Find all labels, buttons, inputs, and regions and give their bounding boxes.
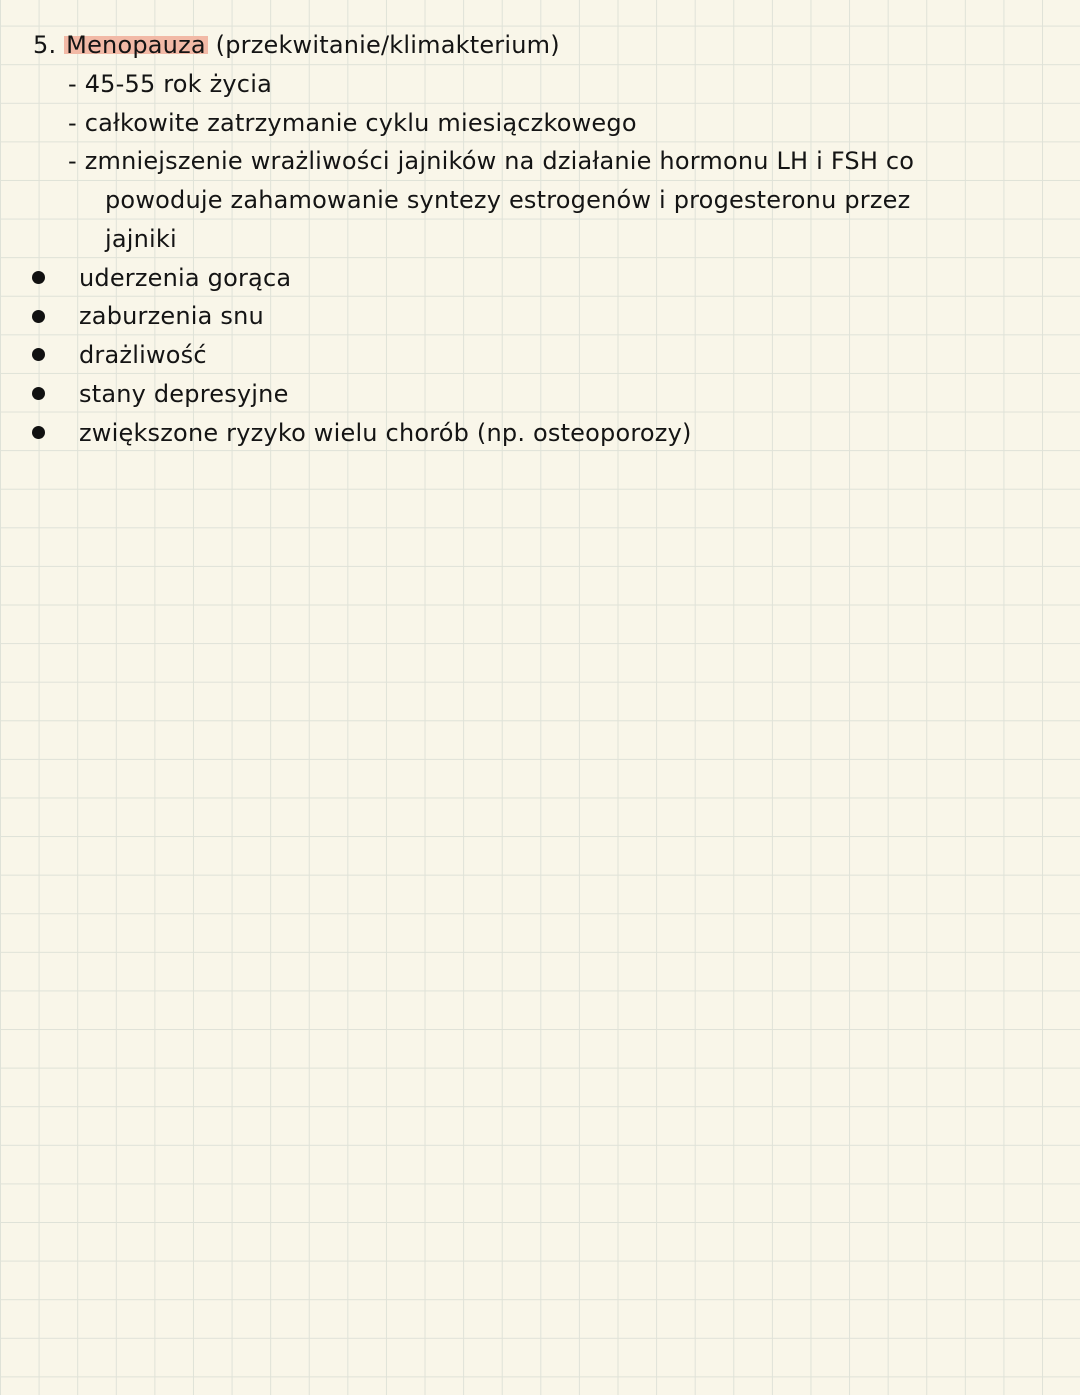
heading-number: 5. [33, 31, 57, 59]
bullet-dot-icon [32, 387, 45, 400]
bullet-dot-icon [32, 426, 45, 439]
section-heading [33, 26, 560, 64]
dash-item: - 45-55 rok życia [68, 70, 272, 98]
dash-item-continuation: powoduje zahamowanie syntezy estrogenów i progesteronu przez [105, 186, 911, 214]
bullet-dot-icon [32, 271, 45, 284]
heading-rest: (przekwitanie/klimakterium) [215, 31, 560, 59]
bullet-item: drażliwość [79, 341, 207, 369]
dash-item: - całkowite zatrzymanie cyklu miesiączkowego [68, 109, 637, 137]
bullet-dot-icon [32, 348, 45, 361]
bullet-item: zwiększone ryzyko wielu chorób (np. osteoporozy) [79, 419, 692, 447]
dash-item-continuation: jajniki [105, 225, 177, 253]
bullet-item: zaburzenia snu [79, 302, 264, 330]
heading-highlighted-term: Menopauza [66, 31, 206, 59]
bullet-item: uderzenia gorąca [79, 264, 292, 292]
bullet-item: stany depresyjne [79, 380, 289, 408]
bullet-dot-icon [32, 310, 45, 323]
dash-item: - zmniejszenie wrażliwości jajników na działanie hormonu LH i FSH co [68, 147, 915, 175]
